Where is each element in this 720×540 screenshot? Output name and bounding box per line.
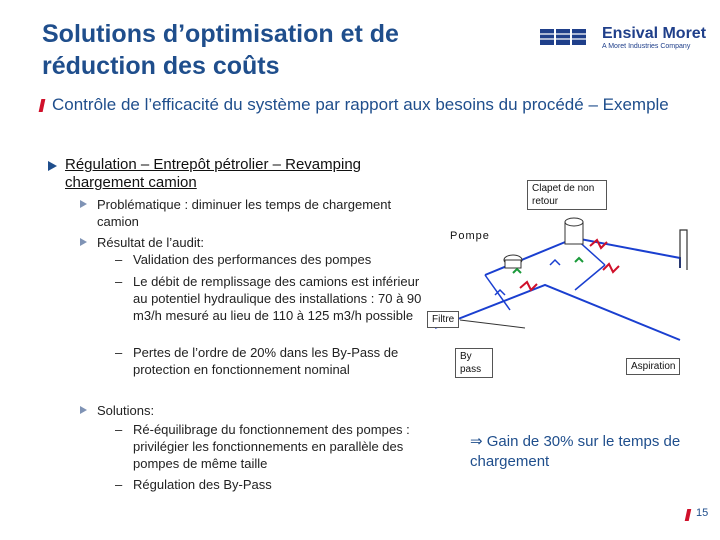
logo-mark-icon bbox=[540, 27, 595, 47]
solution-dash-2: – bbox=[115, 477, 123, 492]
bypass-line bbox=[460, 320, 525, 328]
label-filtre: Filtre bbox=[427, 311, 459, 328]
logo-subtitle: A Moret Industries Company bbox=[602, 43, 691, 50]
audit-item-1: Validation des performances des pompes bbox=[133, 252, 372, 267]
audit-dash-3: – bbox=[115, 345, 123, 360]
audit-item-3: Pertes de l’ordre de 20% dans les By-Pass de protection en fonctionnement nominal bbox=[133, 345, 399, 377]
problem-text: Problématique : diminuer les temps de chargement camion bbox=[97, 197, 392, 229]
audit-dash-2: – bbox=[115, 274, 123, 289]
solutions-bullet-icon bbox=[80, 406, 87, 414]
solution-item-2: Régulation des By-Pass bbox=[133, 477, 272, 492]
audit-dash-1: – bbox=[115, 252, 123, 267]
solutions-heading: Solutions: bbox=[97, 403, 155, 418]
audit-item-2: Le débit de remplissage des camions est inférieur au potentiel hydraulique des installations : 70 à 90 m3/h mesuré au lieu de 110 à 125 m3/h possible bbox=[133, 274, 422, 323]
label-clapet: Clapet de non retour bbox=[527, 180, 607, 210]
main-pipe bbox=[435, 285, 680, 340]
label-bypass: By pass bbox=[455, 348, 493, 378]
section-bullet-icon bbox=[48, 161, 57, 171]
page-number: 15 bbox=[696, 507, 709, 519]
company-logo bbox=[540, 25, 707, 55]
pump-2-icon bbox=[504, 255, 522, 268]
label-pompe: Pompe bbox=[450, 230, 490, 242]
gain-statement: ⇒ Gain de 30% sur le temps de chargement bbox=[470, 433, 681, 470]
main-bullet-marker bbox=[39, 99, 46, 112]
pump-icon bbox=[565, 218, 583, 244]
page-number-marker bbox=[685, 509, 692, 521]
audit-heading: Résultat de l’audit: bbox=[97, 235, 204, 250]
logo-name: Ensival Moret bbox=[602, 25, 707, 42]
audit-bullet-icon bbox=[80, 238, 87, 246]
section-heading: Régulation – Entrepôt pétrolier – Revamping chargement camion bbox=[65, 156, 362, 191]
label-aspiration: Aspiration bbox=[626, 358, 680, 375]
solution-dash-1: – bbox=[115, 422, 123, 437]
riser-pipe bbox=[680, 230, 687, 270]
solution-item-1: Ré-équilibrage du fonctionnement des pompes : privilégier les fonctionnements en parallèle des pompes de même taille bbox=[133, 422, 410, 471]
main-point: Contrôle de l’efficacité du système par rapport aux besoins du procédé – Exemple bbox=[52, 95, 669, 114]
slide-title: Solutions d’optimisation et de réduction des coûts bbox=[42, 20, 399, 80]
problem-bullet-icon bbox=[80, 200, 87, 208]
